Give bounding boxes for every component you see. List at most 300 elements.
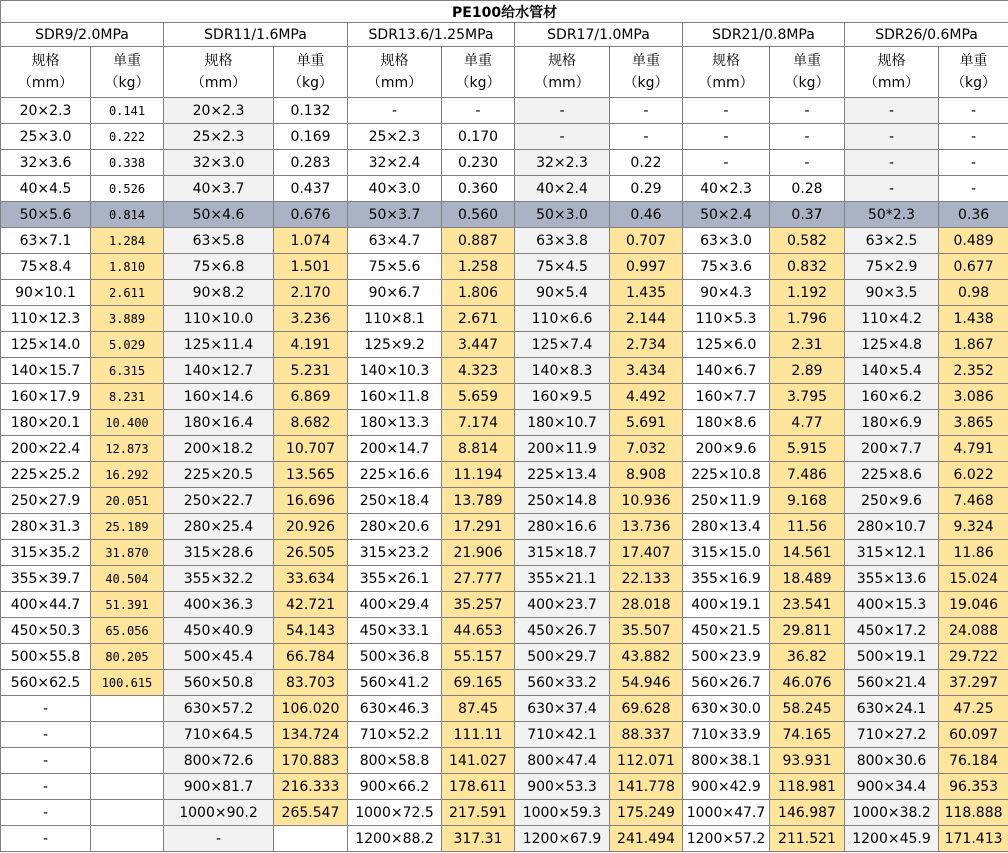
- spec-cell: 280×25.4: [164, 514, 274, 540]
- weight-cell: 0.676: [274, 202, 348, 228]
- weight-cell: 13.736: [610, 514, 683, 540]
- weight-cell: 69.165: [442, 670, 515, 696]
- table-row: [1, 436, 1008, 462]
- weight-cell: 0.28: [770, 176, 845, 202]
- weight-cell: -: [939, 124, 1008, 150]
- table-row: [1, 488, 1008, 514]
- spec-cell: 225×20.5: [164, 462, 274, 488]
- weight-cell: 5.691: [610, 410, 683, 436]
- weight-cell: 33.634: [274, 566, 348, 592]
- spec-cell: 900×81.7: [164, 774, 274, 800]
- weight-cell: 69.628: [610, 696, 683, 722]
- spec-cell: 40×3.0: [348, 176, 442, 202]
- weight-cell: 29.722: [939, 644, 1008, 670]
- spec-cell: 25×3.0: [1, 124, 91, 150]
- weight-cell: 16.292: [91, 462, 164, 488]
- spec-cell: 710×52.2: [348, 722, 442, 748]
- table-row: [1, 540, 1008, 566]
- weight-cell: 54.143: [274, 618, 348, 644]
- spec-cell: 800×47.4: [515, 748, 610, 774]
- weight-cell: -: [770, 98, 845, 124]
- weight-cell: 17.407: [610, 540, 683, 566]
- spec-cell: 800×38.1: [683, 748, 770, 774]
- spec-cell: -: [845, 150, 939, 176]
- weight-cell: 1.435: [610, 280, 683, 306]
- spec-cell: 1000×72.5: [348, 800, 442, 826]
- spec-header: 规格 （mm）: [683, 47, 770, 98]
- weight-cell: 100.615: [91, 670, 164, 696]
- weight-cell: 10.707: [274, 436, 348, 462]
- weight-cell: 10.400: [91, 410, 164, 436]
- weight-cell: 0.132: [274, 98, 348, 124]
- weight-cell: 5.029: [91, 332, 164, 358]
- spec-cell: 32×3.0: [164, 150, 274, 176]
- spec-cell: 25×2.3: [348, 124, 442, 150]
- weight-cell: 8.231: [91, 384, 164, 410]
- spec-cell: 250×11.9: [683, 488, 770, 514]
- spec-cell: 75×6.8: [164, 254, 274, 280]
- spec-cell: 180×16.4: [164, 410, 274, 436]
- weight-cell: 0.526: [91, 176, 164, 202]
- weight-cell: 24.088: [939, 618, 1008, 644]
- spec-cell: 900×66.2: [348, 774, 442, 800]
- spec-cell: 315×15.0: [683, 540, 770, 566]
- spec-cell: 140×8.3: [515, 358, 610, 384]
- spec-cell: 75×5.6: [348, 254, 442, 280]
- weight-cell: 15.024: [939, 566, 1008, 592]
- table-row: [1, 332, 1008, 358]
- spec-cell: 400×23.7: [515, 592, 610, 618]
- table-row: [1, 462, 1008, 488]
- weight-cell: 12.873: [91, 436, 164, 462]
- spec-cell: 450×33.1: [348, 618, 442, 644]
- weight-cell: [91, 696, 164, 722]
- weight-cell: 3.236: [274, 306, 348, 332]
- spec-header: 规格 （mm）: [1, 47, 91, 98]
- spec-cell: 75×4.5: [515, 254, 610, 280]
- weight-header: 单重 （kg）: [610, 47, 683, 98]
- spec-cell: 315×28.6: [164, 540, 274, 566]
- spec-cell: 630×46.3: [348, 696, 442, 722]
- table-row: [1, 514, 1008, 540]
- weight-cell: 27.777: [442, 566, 515, 592]
- table-row: [1, 98, 1008, 124]
- weight-cell: 13.789: [442, 488, 515, 514]
- weight-cell: 17.291: [442, 514, 515, 540]
- weight-cell: -: [939, 98, 1008, 124]
- spec-cell: 125×9.2: [348, 332, 442, 358]
- weight-cell: 2.89: [770, 358, 845, 384]
- table-row: [1, 254, 1008, 280]
- weight-cell: 265.547: [274, 800, 348, 826]
- group-header-5: SDR21/0.8MPa: [683, 23, 845, 47]
- weight-cell: 0.338: [91, 150, 164, 176]
- spec-cell: 180×10.7: [515, 410, 610, 436]
- spec-cell: 630×37.4: [515, 696, 610, 722]
- spec-cell: 50*2.3: [845, 202, 939, 228]
- weight-cell: 1.806: [442, 280, 515, 306]
- weight-cell: 42.721: [274, 592, 348, 618]
- weight-header: 单重 （kg）: [939, 47, 1008, 98]
- spec-cell: -: [164, 826, 274, 852]
- spec-cell: 140×6.7: [683, 358, 770, 384]
- weight-cell: 118.981: [770, 774, 845, 800]
- weight-cell: 3.447: [442, 332, 515, 358]
- weight-cell: 4.77: [770, 410, 845, 436]
- spec-cell: -: [515, 98, 610, 124]
- weight-cell: 0.814: [91, 202, 164, 228]
- spec-cell: 500×45.4: [164, 644, 274, 670]
- table-row: [1, 748, 1008, 774]
- spec-cell: 63×2.5: [845, 228, 939, 254]
- weight-cell: 0.230: [442, 150, 515, 176]
- spec-cell: -: [683, 150, 770, 176]
- weight-cell: -: [442, 98, 515, 124]
- weight-cell: 1.796: [770, 306, 845, 332]
- weight-cell: 7.174: [442, 410, 515, 436]
- weight-cell: 3.086: [939, 384, 1008, 410]
- weight-cell: -: [610, 124, 683, 150]
- spec-cell: 1000×38.2: [845, 800, 939, 826]
- spec-cell: 450×21.5: [683, 618, 770, 644]
- table-row: [1, 800, 1008, 826]
- weight-cell: 3.434: [610, 358, 683, 384]
- spec-cell: 125×6.0: [683, 332, 770, 358]
- spec-cell: 710×64.5: [164, 722, 274, 748]
- weight-cell: 317.31: [442, 826, 515, 852]
- weight-cell: 35.257: [442, 592, 515, 618]
- weight-cell: 20.926: [274, 514, 348, 540]
- spec-cell: 315×23.2: [348, 540, 442, 566]
- spec-cell: 225×25.2: [1, 462, 91, 488]
- weight-cell: 55.157: [442, 644, 515, 670]
- spec-cell: 225×10.8: [683, 462, 770, 488]
- spec-cell: 710×33.9: [683, 722, 770, 748]
- weight-cell: 16.696: [274, 488, 348, 514]
- spec-cell: 63×5.8: [164, 228, 274, 254]
- spec-cell: 200×14.7: [348, 436, 442, 462]
- weight-cell: 0.560: [442, 202, 515, 228]
- weight-cell: 0.37: [770, 202, 845, 228]
- spec-cell: 63×3.0: [683, 228, 770, 254]
- weight-cell: 1.192: [770, 280, 845, 306]
- spec-cell: 400×36.3: [164, 592, 274, 618]
- spec-cell: 160×14.6: [164, 384, 274, 410]
- spec-cell: 110×10.0: [164, 306, 274, 332]
- spec-cell: 32×3.6: [1, 150, 91, 176]
- spec-cell: -: [1, 826, 91, 852]
- weight-cell: 11.56: [770, 514, 845, 540]
- weight-cell: 10.936: [610, 488, 683, 514]
- spec-cell: 90×6.7: [348, 280, 442, 306]
- spec-cell: 125×7.4: [515, 332, 610, 358]
- weight-cell: 6.022: [939, 462, 1008, 488]
- table-title: PE100给水管材: [1, 1, 1008, 23]
- spec-cell: 40×3.7: [164, 176, 274, 202]
- group-header-3: SDR13.6/1.25MPa: [348, 23, 515, 47]
- table-row: [1, 228, 1008, 254]
- spec-cell: 500×55.8: [1, 644, 91, 670]
- spec-header: 规格 （mm）: [348, 47, 442, 98]
- spec-cell: 450×50.3: [1, 618, 91, 644]
- spec-cell: 200×9.6: [683, 436, 770, 462]
- spec-cell: 225×8.6: [845, 462, 939, 488]
- spec-cell: 160×6.2: [845, 384, 939, 410]
- weight-cell: 31.870: [91, 540, 164, 566]
- table-row: [1, 202, 1008, 228]
- weight-cell: 0.489: [939, 228, 1008, 254]
- spec-cell: 125×11.4: [164, 332, 274, 358]
- spec-cell: 355×13.6: [845, 566, 939, 592]
- weight-cell: 3.865: [939, 410, 1008, 436]
- table-row: [1, 124, 1008, 150]
- weight-cell: 35.507: [610, 618, 683, 644]
- spec-cell: 32×2.3: [515, 150, 610, 176]
- spec-cell: 110×4.2: [845, 306, 939, 332]
- weight-cell: 60.097: [939, 722, 1008, 748]
- spec-cell: 630×57.2: [164, 696, 274, 722]
- spec-cell: 160×7.7: [683, 384, 770, 410]
- weight-cell: 0.169: [274, 124, 348, 150]
- weight-cell: 2.144: [610, 306, 683, 332]
- spec-cell: 800×30.6: [845, 748, 939, 774]
- weight-cell: 3.889: [91, 306, 164, 332]
- weight-cell: 18.489: [770, 566, 845, 592]
- spec-cell: 140×12.7: [164, 358, 274, 384]
- weight-cell: 28.018: [610, 592, 683, 618]
- spec-cell: 20×2.3: [164, 98, 274, 124]
- spec-cell: 250×22.7: [164, 488, 274, 514]
- spec-cell: 32×2.4: [348, 150, 442, 176]
- spec-cell: 63×7.1: [1, 228, 91, 254]
- spec-cell: -: [1, 748, 91, 774]
- weight-cell: 5.915: [770, 436, 845, 462]
- weight-cell: 65.056: [91, 618, 164, 644]
- weight-cell: 25.189: [91, 514, 164, 540]
- spec-cell: 75×2.9: [845, 254, 939, 280]
- spec-cell: 160×17.9: [1, 384, 91, 410]
- weight-cell: 0.222: [91, 124, 164, 150]
- spec-cell: 200×22.4: [1, 436, 91, 462]
- weight-cell: 96.353: [939, 774, 1008, 800]
- spec-cell: 200×18.2: [164, 436, 274, 462]
- spec-cell: 75×8.4: [1, 254, 91, 280]
- weight-cell: 26.505: [274, 540, 348, 566]
- spec-cell: 180×6.9: [845, 410, 939, 436]
- weight-cell: 5.231: [274, 358, 348, 384]
- weight-cell: 0.29: [610, 176, 683, 202]
- weight-cell: 80.205: [91, 644, 164, 670]
- weight-cell: 241.494: [610, 826, 683, 852]
- table-row: [1, 618, 1008, 644]
- weight-cell: 111.11: [442, 722, 515, 748]
- spec-cell: 560×50.8: [164, 670, 274, 696]
- spec-cell: 280×13.4: [683, 514, 770, 540]
- table-row: [1, 644, 1008, 670]
- spec-cell: 225×16.6: [348, 462, 442, 488]
- weight-cell: 0.832: [770, 254, 845, 280]
- weight-cell: 211.521: [770, 826, 845, 852]
- spec-cell: 560×33.2: [515, 670, 610, 696]
- weight-cell: 0.141: [91, 98, 164, 124]
- weight-cell: 6.869: [274, 384, 348, 410]
- weight-cell: 0.997: [610, 254, 683, 280]
- table-row: [1, 670, 1008, 696]
- weight-cell: 8.814: [442, 436, 515, 462]
- spec-cell: 560×62.5: [1, 670, 91, 696]
- spec-cell: 50×2.4: [683, 202, 770, 228]
- weight-cell: 83.703: [274, 670, 348, 696]
- table-row: [1, 280, 1008, 306]
- weight-header: 单重 （kg）: [274, 47, 348, 98]
- spec-cell: 63×4.7: [348, 228, 442, 254]
- spec-cell: 50×5.6: [1, 202, 91, 228]
- spec-cell: 1200×57.2: [683, 826, 770, 852]
- spec-cell: 560×41.2: [348, 670, 442, 696]
- weight-cell: 11.194: [442, 462, 515, 488]
- spec-cell: 560×21.4: [845, 670, 939, 696]
- weight-cell: -: [770, 150, 845, 176]
- weight-cell: -: [770, 124, 845, 150]
- spec-cell: 125×4.8: [845, 332, 939, 358]
- spec-cell: 90×4.3: [683, 280, 770, 306]
- spec-cell: 40×4.5: [1, 176, 91, 202]
- spec-cell: 355×32.2: [164, 566, 274, 592]
- table-row: [1, 722, 1008, 748]
- weight-cell: 0.887: [442, 228, 515, 254]
- weight-cell: 4.492: [610, 384, 683, 410]
- spec-cell: 800×58.8: [348, 748, 442, 774]
- table-row: [1, 306, 1008, 332]
- weight-cell: 1.074: [274, 228, 348, 254]
- weight-cell: 0.360: [442, 176, 515, 202]
- spec-cell: 355×39.7: [1, 566, 91, 592]
- weight-cell: 0.22: [610, 150, 683, 176]
- group-header-6: SDR26/0.6MPa: [845, 23, 1008, 47]
- weight-cell: 51.391: [91, 592, 164, 618]
- spec-cell: 1000×47.7: [683, 800, 770, 826]
- spec-cell: 140×10.3: [348, 358, 442, 384]
- spec-cell: 110×8.1: [348, 306, 442, 332]
- weight-cell: 8.908: [610, 462, 683, 488]
- spec-cell: 200×7.7: [845, 436, 939, 462]
- weight-cell: 14.561: [770, 540, 845, 566]
- spec-cell: 1000×90.2: [164, 800, 274, 826]
- weight-cell: 40.504: [91, 566, 164, 592]
- spec-cell: 63×3.8: [515, 228, 610, 254]
- spec-cell: 280×16.6: [515, 514, 610, 540]
- weight-header: 单重 （kg）: [91, 47, 164, 98]
- table-row: [1, 384, 1008, 410]
- spec-cell: 355×16.9: [683, 566, 770, 592]
- spec-cell: 110×5.3: [683, 306, 770, 332]
- weight-cell: 1.438: [939, 306, 1008, 332]
- weight-cell: 0.582: [770, 228, 845, 254]
- group-header-1: SDR9/2.0MPa: [1, 23, 164, 47]
- weight-cell: -: [939, 150, 1008, 176]
- spec-cell: 180×20.1: [1, 410, 91, 436]
- spec-cell: 250×14.8: [515, 488, 610, 514]
- weight-cell: 217.591: [442, 800, 515, 826]
- spec-cell: 1000×59.3: [515, 800, 610, 826]
- weight-cell: 74.165: [770, 722, 845, 748]
- table-row: [1, 176, 1008, 202]
- weight-cell: 43.882: [610, 644, 683, 670]
- weight-cell: 93.931: [770, 748, 845, 774]
- weight-cell: 0.283: [274, 150, 348, 176]
- spec-cell: 560×26.7: [683, 670, 770, 696]
- weight-cell: 20.051: [91, 488, 164, 514]
- weight-cell: 0.98: [939, 280, 1008, 306]
- weight-cell: 58.245: [770, 696, 845, 722]
- weight-cell: 1.810: [91, 254, 164, 280]
- spec-cell: 500×23.9: [683, 644, 770, 670]
- weight-cell: 37.297: [939, 670, 1008, 696]
- spec-cell: 140×15.7: [1, 358, 91, 384]
- spec-cell: 900×34.4: [845, 774, 939, 800]
- spec-cell: 500×29.7: [515, 644, 610, 670]
- spec-cell: 90×3.5: [845, 280, 939, 306]
- spec-cell: 315×18.7: [515, 540, 610, 566]
- spec-cell: 280×31.3: [1, 514, 91, 540]
- spec-cell: 50×4.6: [164, 202, 274, 228]
- weight-cell: 2.31: [770, 332, 845, 358]
- weight-cell: 1.258: [442, 254, 515, 280]
- weight-cell: [91, 826, 164, 852]
- table-row: [1, 410, 1008, 436]
- weight-cell: 19.046: [939, 592, 1008, 618]
- spec-cell: 710×42.1: [515, 722, 610, 748]
- weight-cell: 9.168: [770, 488, 845, 514]
- spec-cell: 90×8.2: [164, 280, 274, 306]
- weight-cell: 7.032: [610, 436, 683, 462]
- weight-cell: 4.191: [274, 332, 348, 358]
- spec-cell: 315×12.1: [845, 540, 939, 566]
- spec-cell: 1200×45.9: [845, 826, 939, 852]
- spec-cell: 125×14.0: [1, 332, 91, 358]
- spec-cell: -: [1, 774, 91, 800]
- spec-cell: 225×13.4: [515, 462, 610, 488]
- weight-cell: 76.184: [939, 748, 1008, 774]
- spec-cell: -: [1, 800, 91, 826]
- spec-cell: 1200×67.9: [515, 826, 610, 852]
- spec-cell: 160×11.8: [348, 384, 442, 410]
- group-header-2: SDR11/1.6MPa: [164, 23, 348, 47]
- weight-cell: 175.249: [610, 800, 683, 826]
- spec-cell: 400×15.3: [845, 592, 939, 618]
- spec-cell: 40×2.3: [683, 176, 770, 202]
- table-row: [1, 592, 1008, 618]
- spec-cell: 630×24.1: [845, 696, 939, 722]
- spec-cell: 355×21.1: [515, 566, 610, 592]
- weight-cell: 21.906: [442, 540, 515, 566]
- weight-cell: 54.946: [610, 670, 683, 696]
- weight-cell: 8.682: [274, 410, 348, 436]
- spec-header: 规格 （mm）: [164, 47, 274, 98]
- weight-cell: 6.315: [91, 358, 164, 384]
- weight-header: 单重 （kg）: [770, 47, 845, 98]
- spec-cell: -: [845, 98, 939, 124]
- table-row: [1, 358, 1008, 384]
- weight-cell: 13.565: [274, 462, 348, 488]
- table-row: [1, 696, 1008, 722]
- spec-cell: 450×17.2: [845, 618, 939, 644]
- weight-header: 单重 （kg）: [442, 47, 515, 98]
- weight-cell: -: [939, 176, 1008, 202]
- spec-cell: 40×2.4: [515, 176, 610, 202]
- table-row: [1, 826, 1008, 852]
- weight-cell: 0.707: [610, 228, 683, 254]
